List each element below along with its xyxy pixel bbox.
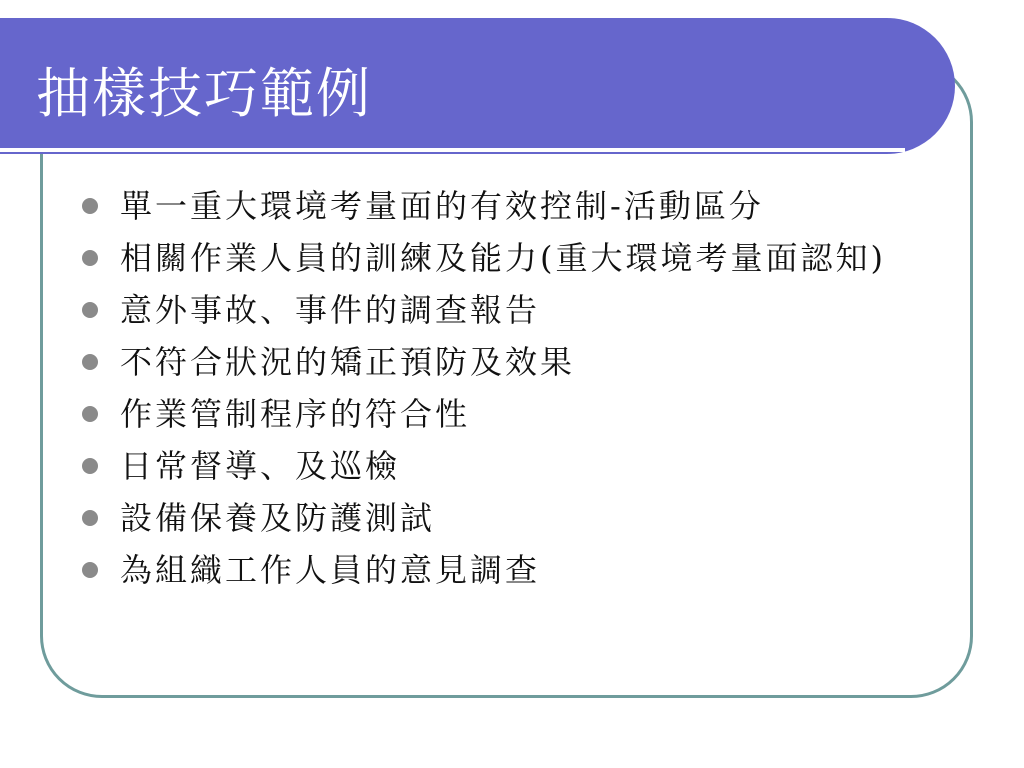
bullet-list xyxy=(80,180,930,596)
bullet-text: 日常督導、及巡檢 xyxy=(120,447,401,485)
bullet-item xyxy=(80,284,930,336)
title-underline xyxy=(0,148,905,152)
bullet-text: 意外事故、事件的調查報告 xyxy=(120,291,541,329)
bullet-text: 不符合狀況的矯正預防及效果 xyxy=(120,343,576,381)
bullet-text: 相關作業人員的訓練及能力(重大環境考量面認知) xyxy=(120,239,886,277)
bullet-item xyxy=(80,336,930,388)
bullet-icon xyxy=(82,458,98,474)
bullet-text: 為組織工作人員的意見調查 xyxy=(120,551,541,589)
bullet-item xyxy=(80,440,930,492)
bullet-icon xyxy=(82,250,98,266)
bullet-text: 作業管制程序的符合性 xyxy=(120,395,471,433)
bullet-item xyxy=(80,544,930,596)
bullet-icon xyxy=(82,510,98,526)
bullet-icon xyxy=(82,354,98,370)
bullet-text: 設備保養及防護測試 xyxy=(120,499,436,537)
title-bar xyxy=(0,18,955,154)
bullet-icon xyxy=(82,562,98,578)
bullet-icon xyxy=(82,198,98,214)
bullet-item xyxy=(80,180,930,232)
bullet-text: 單一重大環境考量面的有效控制-活動區分 xyxy=(120,187,764,225)
bullet-icon xyxy=(82,302,98,318)
bullet-item xyxy=(80,232,930,284)
bullet-item xyxy=(80,492,930,544)
bullet-icon xyxy=(82,406,98,422)
slide-title: 抽樣技巧範例 xyxy=(36,62,372,125)
bullet-item xyxy=(80,388,930,440)
